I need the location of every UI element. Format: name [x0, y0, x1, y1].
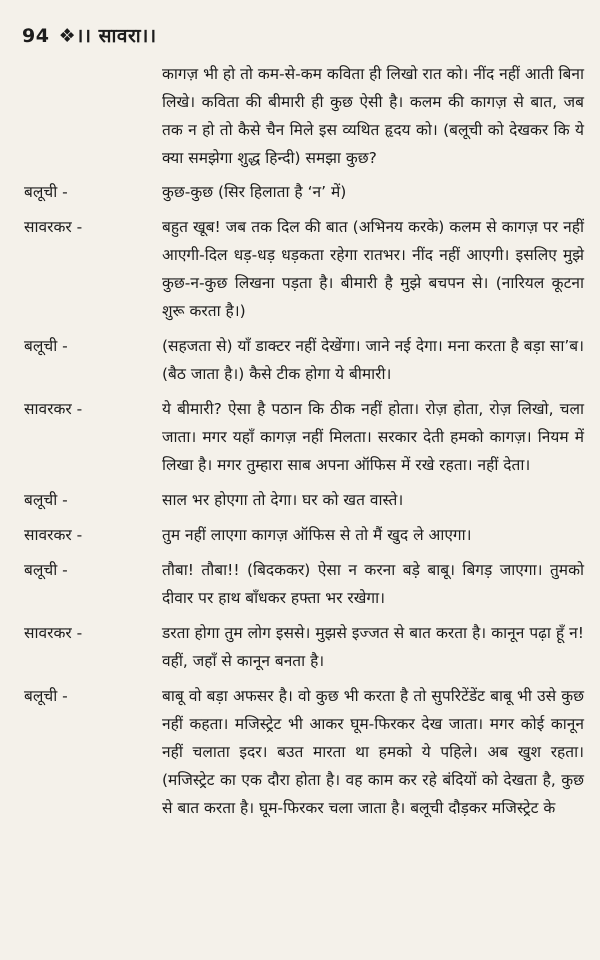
speaker-name: बलूची - [24, 491, 68, 509]
dialogue-paragraph [24, 521, 584, 549]
dialogue-text: तुम नहीं लाएगा कागज़ ऑफिस से तो मैं खुद ले आएगा। [162, 526, 472, 544]
dialogue-paragraph [24, 486, 584, 514]
dialogue-paragraph [24, 213, 584, 325]
dialogue-text: ये बीमारी? ऐसा है पठान कि ठीक नहीं होता। रोज़ होता, रोज़ लिखो, चला जाता। मगर यहाँ कागज़ नहीं मिलता। सरकार देती हमको कागज़। नियम में लिखा है। मगर तुम्हारा साब अपना ऑफिस में रखे रहता। नहीं देता। [162, 400, 584, 474]
dialogue-text: (सहजता से) याँ डाक्टर नहीं देखेंगा। जाने नई देगा। मना करता है बड़ा सा’ब। (बैठ जाता है।) कैसे टीक होगा ये बीमारी। [162, 337, 584, 383]
speaker-name: सावरकर - [24, 400, 83, 418]
dialogue-text: डरता होगा तुम लोग इससे। मुझसे इज्जत से बात करता है। कानून पढ़ा हूँ न! वहीं, जहाँ से कानून बनता है। [162, 624, 584, 670]
dialogue-paragraph [24, 395, 584, 479]
dialogue-text: बाबू वो बड़ा अफसर है। वो कुछ भी करता है तो सुपरिटेंडेंट बाबू भी उसे कुछ नहीं कहता। मजिस्ट्रेट भी आकर घूम-फिरकर देख जाता। मगर कोई कानून नहीं चलाता इदर। बउत मारता था हमको ये पहिले। अब खुश रहता। (मजिस्ट्रेट का एक दौरा होता है। वह काम कर रहे बंदियों को देखता है, कुछ से बात करता है। घूम-फिरकर चला जाता है। बलूची दौड़कर मजिस्ट्रेट के [162, 687, 584, 817]
play-dialogue [24, 60, 584, 829]
dialogue-text: तौबा! तौबा!! (बिदककर) ऐसा न करना बड़े बाबू। बिगड़ जाएगा। तुमको दीवार पर हाथ बाँधकर हफ्ता भर रखेगा। [162, 561, 584, 607]
dialogue-paragraph [24, 619, 584, 675]
speaker-name: सावरकर - [24, 526, 83, 544]
speaker-name: बलूची - [24, 183, 68, 201]
speaker-name: बलूची - [24, 561, 68, 579]
dialogue-paragraph [24, 60, 584, 172]
dialogue-text: कुछ-कुछ (सिर हिलाता है ‘न’ में) [162, 183, 347, 201]
dialogue-text: साल भर होएगा तो देगा। घर को खत वास्ते। [162, 491, 404, 509]
dialogue-paragraph [24, 332, 584, 388]
page-number: 94 [22, 25, 50, 47]
running-title: ❖।। सावरा।। [58, 25, 157, 47]
page-header [22, 22, 157, 48]
dialogue-text: कागज़ भी हो तो कम-से-कम कविता ही लिखो रात को। नींद नहीं आती बिना लिखे। कविता की बीमारी ही कुछ ऐसी है। कलम की कागज़ से बात, जब तक न हो तो कैसे चैन मिले इस व्यथित हृदय को। (बलूची को देखकर कि ये क्या समझेगा शुद्ध हिन्दी) समझा कुछ? [162, 65, 584, 167]
speaker-name: सावरकर - [24, 624, 83, 642]
dialogue-paragraph [24, 178, 584, 206]
dialogue-text: बहुत खूब! जब तक दिल की बात (अभिनय करके) कलम से कागज़ पर नहीं आएगी-दिल धड़-धड़ धड़कता रहेगा रातभर। नींद नहीं आएगी। इसलिए मुझे कुछ-न-कुछ लिखना पड़ता है। बीमारी है मुझे बचपन से। (नारियल कूटना शुरू करता है।) [162, 218, 584, 320]
speaker-name: बलूची - [24, 687, 68, 705]
speaker-name: बलूची - [24, 337, 68, 355]
dialogue-paragraph [24, 682, 584, 822]
speaker-name: सावरकर - [24, 218, 83, 236]
dialogue-paragraph [24, 556, 584, 612]
